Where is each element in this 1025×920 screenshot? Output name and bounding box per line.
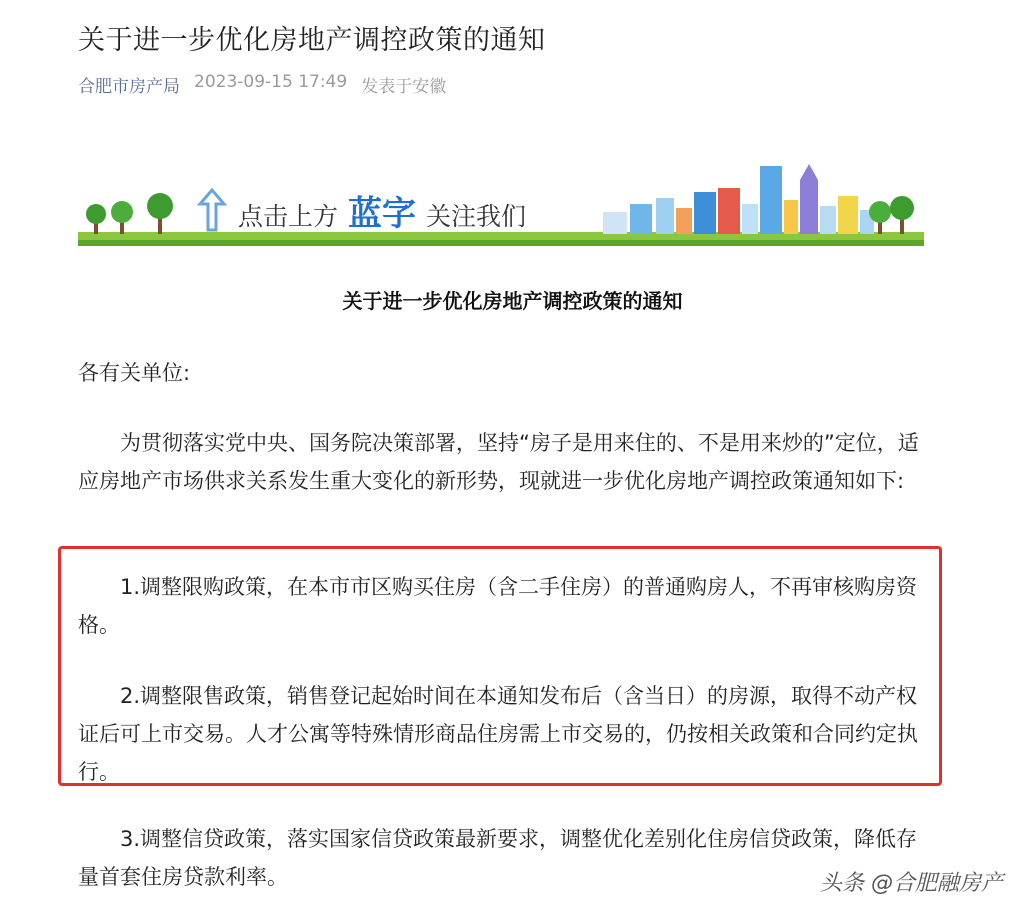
document-heading: 关于进一步优化房地产调控政策的通知 [342,289,683,313]
policy-item-2: 2.调整限售政策，销售登记起始时间在本通知发布后（含当日）的房源，取得不动产权证后可上市交易。人才公寓等特殊情形商品住房需上市交易的，仍按相关政策和合同约定执行。 [78,684,918,784]
author-link[interactable]: 合肥市房产局 [78,77,180,97]
banner-text [238,186,526,235]
tree-icon [86,193,173,234]
follow-banner[interactable] [78,160,924,246]
intro-paragraph: 为贯彻落实党中央、国务院决策部署，坚持“房子是用来住的、不是用来炒的”定位，适应房地产市场供求关系发生重大变化的新形势，现就进一步优化房地产调控政策通知如下: [78,431,919,493]
banner-blue-text: 蓝字 [348,194,417,234]
policy-item-1: 1.调整限购政策，在本市市区购买住房（含二手住房）的普通购房人，不再审核购房资格。 [78,575,918,637]
banner-text-before: 点击上方 [238,202,339,231]
watermark: 头条 @合肥融房产 [820,871,1003,896]
tree-icon [869,196,914,234]
up-arrow-icon [200,190,224,230]
policy-item-3: 3.调整信贷政策，落实国家信贷政策最新要求，调整优化差别化住房信贷政策，降低存量首套住房贷款利率。 [78,827,918,889]
banner-text-after: 关注我们 [426,202,527,231]
article-meta [78,72,446,97]
skyline-icon [603,164,874,234]
publish-datetime: 2023-09-15 17:49 [194,72,348,92]
salutation: 各有关单位: [78,361,191,385]
article-title: 关于进一步优化房地产调控政策的通知 [78,25,546,56]
publish-location: 发表于安徽 [361,77,447,97]
